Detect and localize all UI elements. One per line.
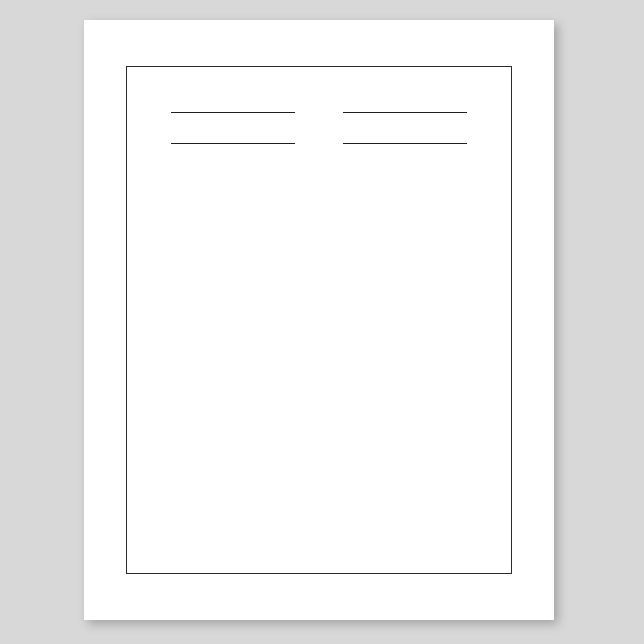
nikah-certificate-poster	[84, 20, 554, 620]
signature-block-bride	[171, 112, 295, 121]
signature-line-bride[interactable]	[171, 112, 295, 114]
certificate-inner-frame	[126, 66, 512, 574]
signature-line-witness-2[interactable]	[343, 143, 467, 145]
signature-block-witness-2	[343, 143, 467, 152]
signature-block-groom	[343, 112, 467, 121]
signature-row-witnesses	[153, 143, 485, 152]
signature-block-witness-1	[171, 143, 295, 152]
signature-line-groom[interactable]	[343, 112, 467, 114]
signature-line-witness-1[interactable]	[171, 143, 295, 145]
signature-row-primary	[153, 112, 485, 121]
certificate-content	[127, 67, 511, 573]
